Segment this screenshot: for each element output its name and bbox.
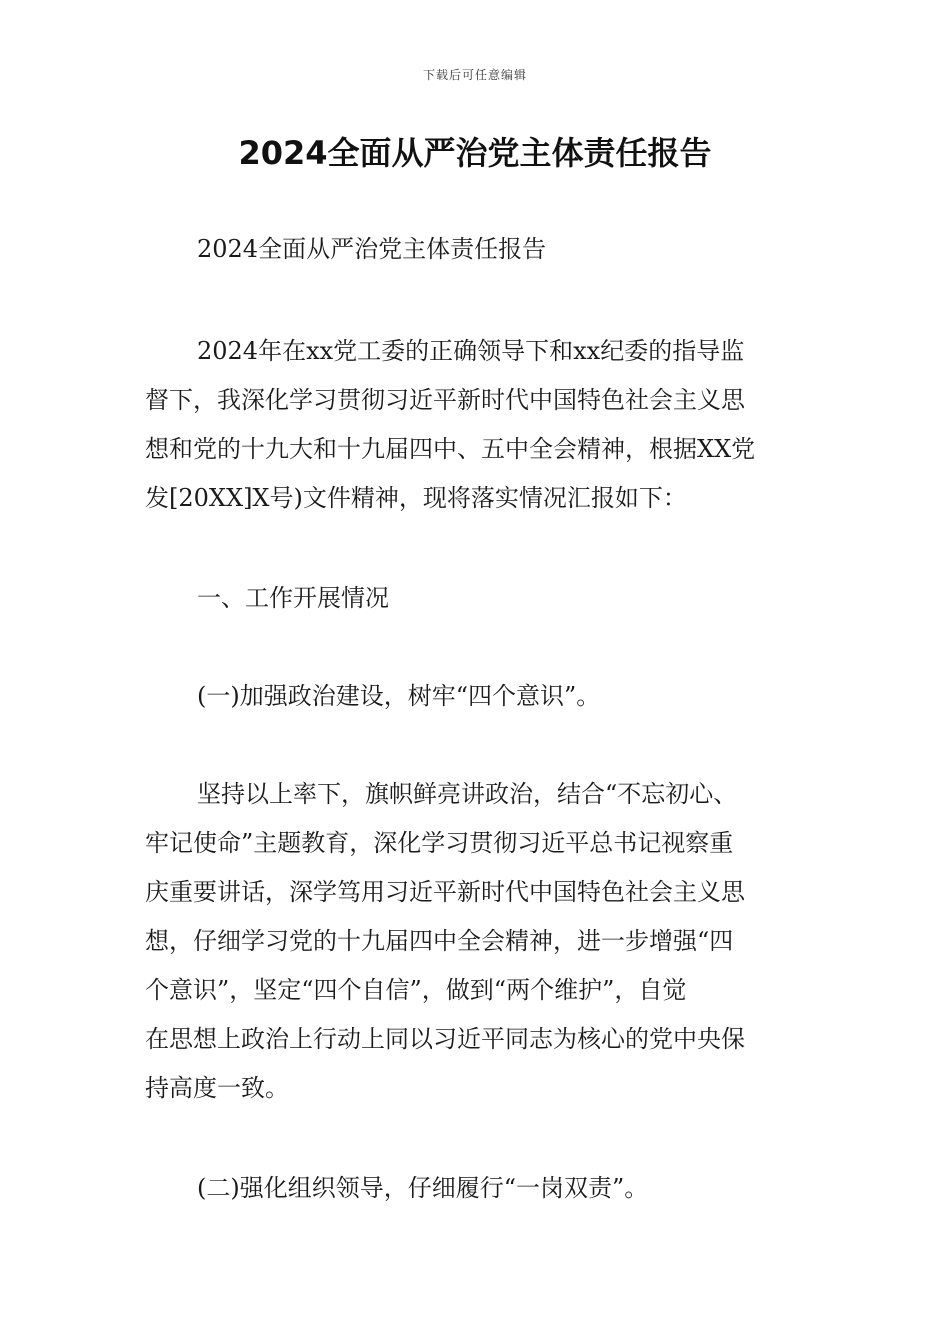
item-one-line: 个意识”，坚定“四个自信”，做到“两个维护”，自觉 [145, 976, 687, 1004]
header-note: 下载后可任意编辑 [422, 68, 527, 82]
document-title: 2024全面从严治党主体责任报告 [238, 134, 712, 172]
intro-line: 发[20XX]X号)文件精神，现将落实情况汇报如下： [145, 484, 687, 512]
intro-line: 想和党的十九大和十九届四中、五中全会精神，根据XX党 [145, 435, 756, 463]
item-one-line: 在思想上政治上行动上同以习近平同志为核心的党中央保 [145, 1025, 745, 1053]
intro-line: 2024年在xx党工委的正确领导下和xx纪委的指导监 [197, 337, 745, 365]
item-one-heading: (一)加强政治建设，树牢“四个意识”。 [197, 682, 601, 710]
item-one-line: 庆重要讲话，深学笃用习近平新时代中国特色社会主义思 [145, 878, 745, 906]
intro-line: 督下，我深化学习贯彻习近平新时代中国特色社会主义思 [145, 386, 745, 414]
intro-paragraph [145, 327, 810, 523]
item-one-paragraph [145, 770, 810, 1113]
section-heading: 一、工作开展情况 [197, 584, 389, 612]
item-one-line: 坚持以上率下，旗帜鲜亮讲政治，结合“不忘初心、 [197, 780, 738, 808]
item-one-line: 牢记使命”主题教育，深化学习贯彻习近平总书记视察重 [145, 829, 734, 857]
item-two-heading: (二)强化组织领导，仔细履行“一岗双责”。 [197, 1174, 649, 1202]
subtitle: 2024全面从严治党主体责任报告 [197, 235, 547, 263]
item-one-line: 想，仔细学习党的十九届四中全会精神，进一步增强“四 [145, 927, 734, 955]
item-one-line: 持高度一致。 [145, 1074, 289, 1102]
